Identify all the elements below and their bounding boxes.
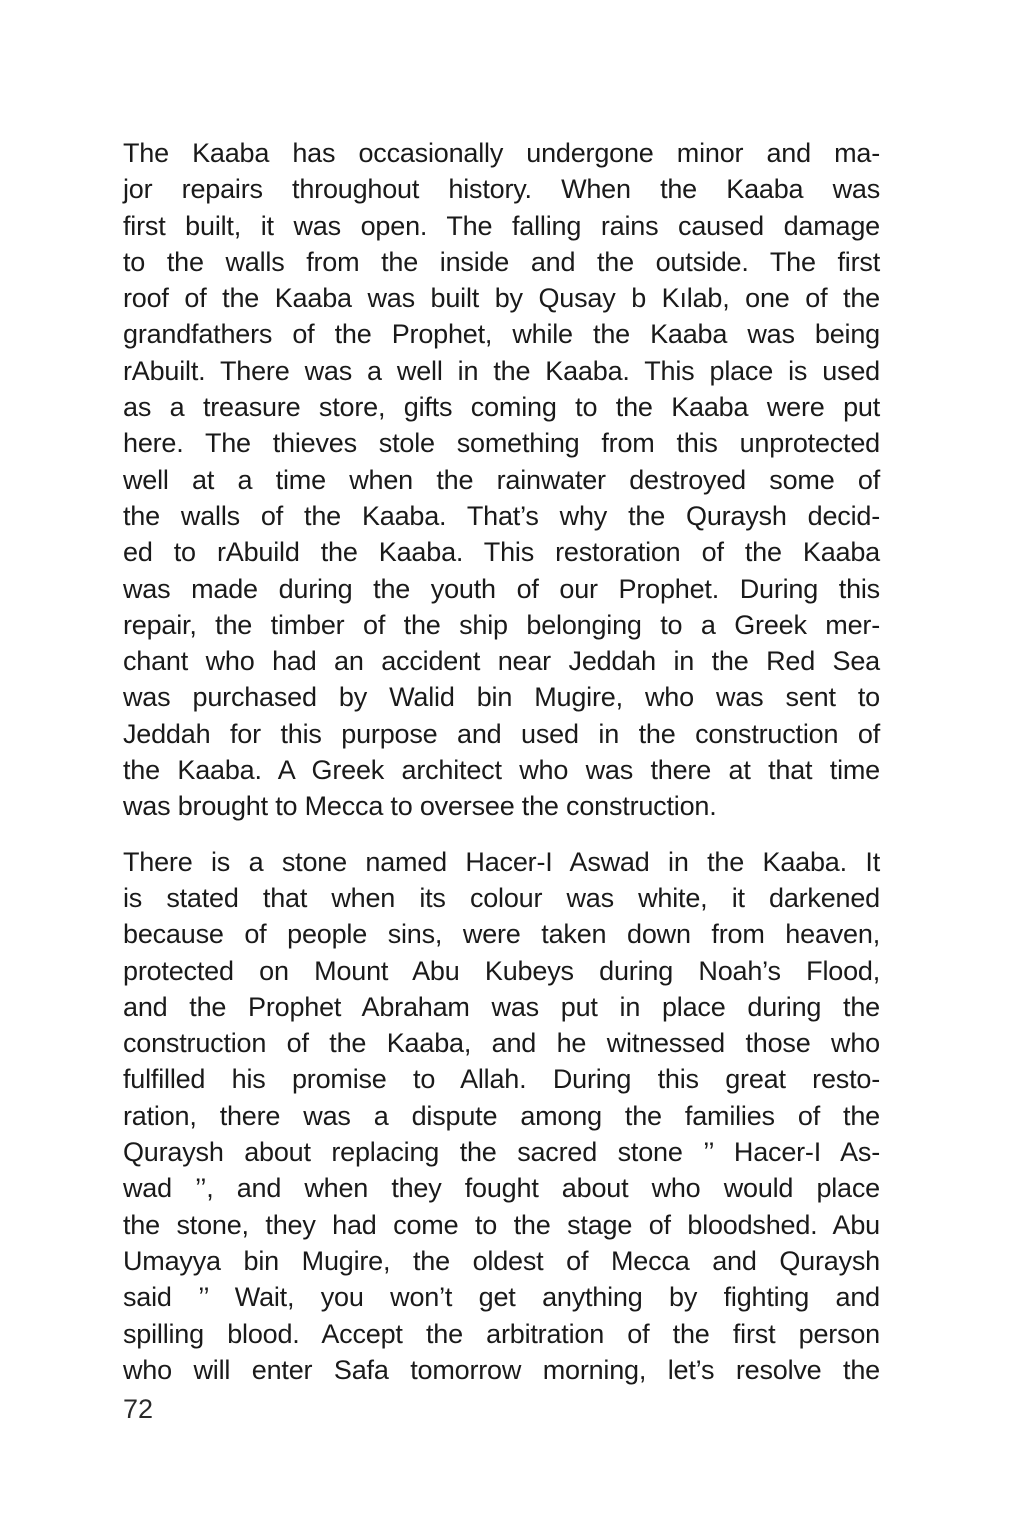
text-line: and the Prophet Abraham was put in place during the [123,991,880,1022]
text-line: here. The thieves stole something from this unprotected [123,428,880,459]
text-line: well at a time when the rainwater destroyed some of [123,464,880,495]
text-line: was purchased by Walid bin Mugire, who was sent to [123,682,880,713]
text-line: Quraysh about replacing the sacred stone ’’ Hacer-I As- [123,1137,880,1168]
text-line: wad ’’, and when they fought about who would place [123,1173,880,1204]
paragraph-2 [123,844,880,1388]
text-line: protected on Mount Abu Kubeys during Noah’s Flood, [123,955,880,986]
text-line: The Kaaba has occasionally undergone minor and ma- [123,138,880,168]
text-line: because of people sins, were taken down from heaven, [123,919,880,950]
text-line: ed to rAbuild the Kaaba. This restoration of the Kaaba [123,537,880,568]
text-line: as a treasure store, gifts coming to the Kaaba were put [123,392,880,423]
text-line: construction of the Kaaba, and he witnessed those who [123,1028,880,1059]
text-line: the walls of the Kaaba. That’s why the Quraysh decid- [123,500,880,531]
text-line: rAbuilt. There was a well in the Kaaba. This place is used [123,355,880,386]
text-line: first built, it was open. The falling rains caused damage [123,210,880,241]
text-line: fulfilled his promise to Allah. During this great resto- [123,1064,880,1095]
text-line: to the walls from the inside and the outside. The first [123,246,880,277]
text-line: Jeddah for this purpose and used in the construction of [123,718,880,749]
text-line: is stated that when its colour was white, it darkened [123,882,880,913]
text-line: repair, the timber of the ship belonging to a Greek mer- [123,609,880,640]
text-line: said ’’ Wait, you won’t get anything by fighting and [123,1282,880,1313]
text-line: was made during the youth of our Prophet. During this [123,573,880,604]
text-line: There is a stone named Hacer-I Aswad in the Kaaba. It [123,846,880,877]
page-number: 72 [123,1394,154,1424]
text-line: grandfathers of the Prophet, while the Kaaba was being [123,319,880,350]
text-line: Umayya bin Mugire, the oldest of Mecca and Quraysh [123,1245,880,1276]
text-line: the Kaaba. A Greek architect who was there at that time [123,755,880,786]
text-line: chant who had an accident near Jeddah in the Red Sea [123,646,880,677]
text-line: the stone, they had come to the stage of bloodshed. Abu [123,1209,880,1240]
text-line: roof of the Kaaba was built by Qusay b Kılab, one of the [123,283,880,314]
text-line: jor repairs throughout history. When the Kaaba was [123,174,880,205]
text-line: was brought to Mecca to oversee the construction. [123,791,717,822]
text-block [123,135,880,1388]
text-line: who will enter Safa tomorrow morning, let’s resolve the [123,1354,880,1385]
text-line: spilling blood. Accept the arbitration of the first person [123,1318,880,1349]
paragraph-1 [123,135,880,825]
text-line: ration, there was a dispute among the families of the [123,1100,880,1131]
